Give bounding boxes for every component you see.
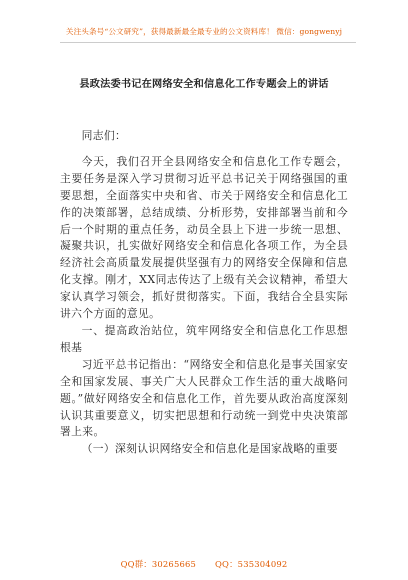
header-promo-note: 关注头条号“公文研究”，获得最新最全最专业的公文资料库！ 微信：gongwenyj (65, 27, 343, 36)
salutation: 同志们： (81, 129, 127, 142)
footer-qq-group: QQ群：30265665 (120, 559, 197, 569)
footer-contact (0, 558, 408, 570)
sub-heading: （一）深刻认识网络安全和信息化是国家战略的重要 (81, 442, 338, 456)
document-body (60, 128, 348, 458)
footer-qq-number: QQ：535304092 (214, 559, 288, 569)
header-divider (60, 42, 356, 43)
section-heading: 一、提高政治站位，筑牢网络安全和信息化工作思想根基 (60, 323, 348, 354)
section-paragraph: 习近平总书记指出：“网络安全和信息化是事关国家安全和国家发展、事关广大人民群众工作生活的重大战略问题。”做好网络安全和信息化工作，首先要从政治高度深刻认识其重要意义，切实把思想和行动统一到党中央决策部署上来。 (60, 357, 348, 439)
opening-paragraph: 今天，我们召开全县网络安全和信息化工作专题会，主要任务是深入学习贯彻习近平总书记关于网络强国的重要思想，全面落实中央和省、市关于网络安全和信息化工作的决策部署，总结成绩、分析形势，安排部署当前和今后一个时期的重点任务，动员全县上下进一步统一思想、凝聚共识，扎实做好网络安全和信息化各项工作，为全县经济社会高质量发展提供坚强有力的网络安全保障和信息化支撑。刚才，XX同志传达了上级有关会议精神，希望大家认真学习领会，抓好贯彻落实。下面，我结合全县实际讲六个方面的意见。 (60, 154, 348, 321)
document-title: 县政法委书记在网络安全和信息化工作专题会上的讲话 (79, 78, 329, 90)
